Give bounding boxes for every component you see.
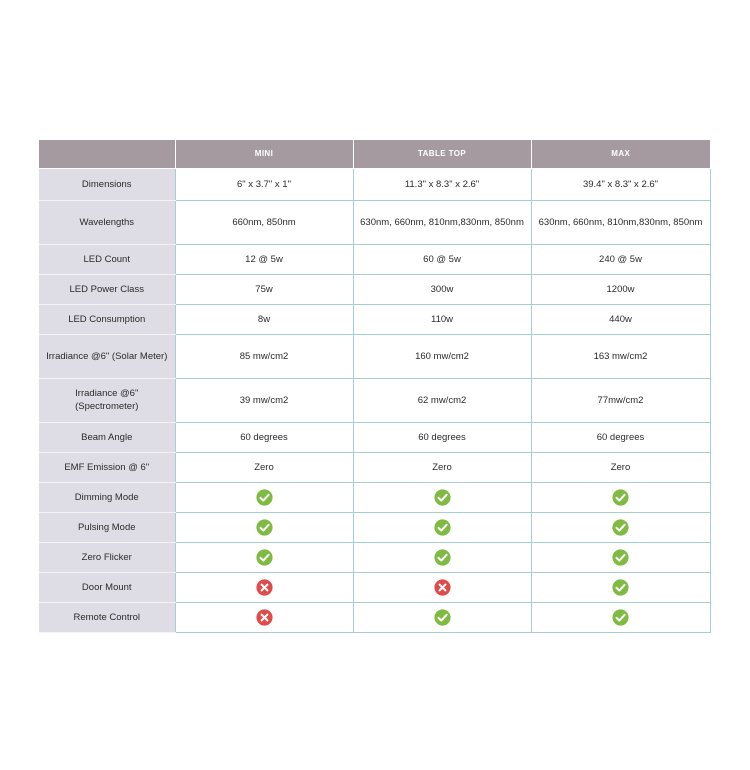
cell-table-top: 160 mw/cm2 — [353, 334, 531, 378]
row-label: LED Count — [39, 244, 175, 274]
cell-table-top — [353, 572, 531, 602]
cell-max: 440w — [531, 304, 710, 334]
cell-table-top — [353, 482, 531, 512]
cell-mini — [175, 572, 353, 602]
check-icon — [612, 579, 629, 596]
table-row — [39, 334, 710, 378]
cell-mini — [175, 602, 353, 632]
row-label: Dimensions — [39, 168, 175, 200]
check-icon — [256, 549, 273, 566]
cell-max: 60 degrees — [531, 422, 710, 452]
cell-mini: 8w — [175, 304, 353, 334]
cell-table-top: 110w — [353, 304, 531, 334]
table-row — [39, 422, 710, 452]
cell-mini — [175, 512, 353, 542]
table-row — [39, 542, 710, 572]
table-row — [39, 168, 710, 200]
comparison-table — [39, 140, 711, 633]
header-row — [39, 140, 710, 168]
cell-max: Zero — [531, 452, 710, 482]
check-icon — [612, 549, 629, 566]
cell-max: 77mw/cm2 — [531, 378, 710, 422]
cell-table-top: 300w — [353, 274, 531, 304]
cross-icon — [434, 579, 451, 596]
cell-table-top: 60 @ 5w — [353, 244, 531, 274]
check-icon — [612, 489, 629, 506]
table-row — [39, 378, 710, 422]
table-row — [39, 482, 710, 512]
table-row — [39, 274, 710, 304]
header-mini: MINI — [175, 140, 353, 168]
cell-mini: Zero — [175, 452, 353, 482]
cell-max — [531, 512, 710, 542]
table-row — [39, 200, 710, 244]
header-table-top: TABLE TOP — [353, 140, 531, 168]
table-row — [39, 304, 710, 334]
row-label: LED Power Class — [39, 274, 175, 304]
check-icon — [612, 609, 629, 626]
cell-mini: 75w — [175, 274, 353, 304]
table-row — [39, 244, 710, 274]
cell-mini: 85 mw/cm2 — [175, 334, 353, 378]
cell-max: 630nm, 660nm, 810nm,830nm, 850nm — [531, 200, 710, 244]
cell-max — [531, 602, 710, 632]
cell-max: 39.4" x 8.3" x 2.6" — [531, 168, 710, 200]
cell-mini — [175, 542, 353, 572]
cell-mini: 660nm, 850nm — [175, 200, 353, 244]
cross-icon — [256, 579, 273, 596]
table-body — [39, 168, 710, 632]
cell-table-top — [353, 512, 531, 542]
cell-table-top: 60 degrees — [353, 422, 531, 452]
row-label: EMF Emission @ 6" — [39, 452, 175, 482]
row-label: Irradiance @6" (Spectrometer) — [39, 378, 175, 422]
cell-table-top — [353, 602, 531, 632]
cell-table-top: 62 mw/cm2 — [353, 378, 531, 422]
cross-icon — [256, 609, 273, 626]
cell-max — [531, 542, 710, 572]
cell-mini: 60 degrees — [175, 422, 353, 452]
check-icon — [434, 549, 451, 566]
row-label: Remote Control — [39, 602, 175, 632]
check-icon — [434, 609, 451, 626]
check-icon — [434, 519, 451, 536]
table-row — [39, 452, 710, 482]
cell-max: 163 mw/cm2 — [531, 334, 710, 378]
row-label: Irradiance @6" (Solar Meter) — [39, 334, 175, 378]
row-label: Zero Flicker — [39, 542, 175, 572]
row-label: Wavelengths — [39, 200, 175, 244]
cell-mini — [175, 482, 353, 512]
check-icon — [434, 489, 451, 506]
row-label: LED Consumption — [39, 304, 175, 334]
cell-max — [531, 572, 710, 602]
cell-max: 1200w — [531, 274, 710, 304]
check-icon — [256, 489, 273, 506]
check-icon — [612, 519, 629, 536]
cell-table-top: Zero — [353, 452, 531, 482]
header-max: MAX — [531, 140, 710, 168]
cell-mini: 39 mw/cm2 — [175, 378, 353, 422]
table-row — [39, 602, 710, 632]
row-label: Pulsing Mode — [39, 512, 175, 542]
check-icon — [256, 519, 273, 536]
header-corner — [39, 140, 175, 168]
cell-max: 240 @ 5w — [531, 244, 710, 274]
cell-table-top: 630nm, 660nm, 810nm,830nm, 850nm — [353, 200, 531, 244]
row-label: Door Mount — [39, 572, 175, 602]
row-label: Beam Angle — [39, 422, 175, 452]
table-row — [39, 572, 710, 602]
table-row — [39, 512, 710, 542]
cell-mini: 6" x 3.7" x 1" — [175, 168, 353, 200]
cell-table-top: 11.3" x 8.3" x 2.6" — [353, 168, 531, 200]
row-label: Dimming Mode — [39, 482, 175, 512]
cell-table-top — [353, 542, 531, 572]
cell-mini: 12 @ 5w — [175, 244, 353, 274]
cell-max — [531, 482, 710, 512]
